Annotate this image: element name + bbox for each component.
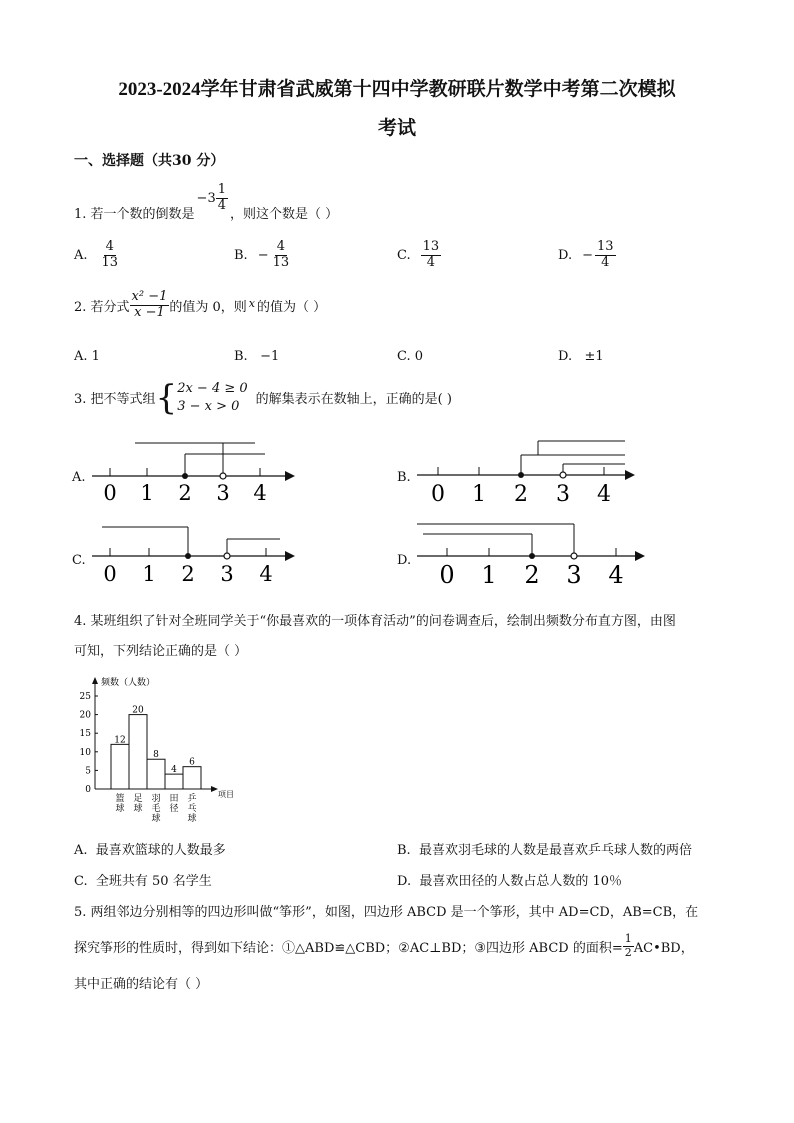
q3-option-c-label: C.: [72, 553, 86, 568]
category-label-char: 球: [133, 804, 143, 814]
y-tick-label: 0: [85, 785, 91, 795]
category-label-char: 乓: [187, 804, 197, 814]
y-tick-label: 10: [79, 747, 91, 758]
q3-option-c-numberline[interactable]: [90, 522, 300, 588]
bar-4: [183, 767, 201, 789]
category-label-char: 乒: [187, 794, 197, 804]
q1-option-b[interactable]: B. − $\frac{4}{13}$: [234, 239, 290, 270]
q4-option-d[interactable]: D. 最喜欢田径的人数占总人数的 10％: [397, 874, 623, 889]
q4-option-b[interactable]: B. 最喜欢羽毛球的人数是最喜欢乒乓球人数的两倍: [397, 843, 692, 858]
q2-option-d[interactable]: D. ±1: [558, 349, 604, 364]
inequality-system: 2x − 4 ≥ 0 3 − x > 0: [177, 381, 248, 414]
page-title-line2: 考试: [377, 118, 416, 139]
bar-value-label: 20: [132, 705, 144, 716]
q3-option-b-label: B.: [397, 470, 411, 485]
q1-stem-pre: 1. 若一个数的倒数是: [74, 207, 195, 222]
q3-option-d-numberline[interactable]: [415, 520, 650, 590]
q2-option-a[interactable]: A. 1: [74, 349, 100, 364]
tick-label-1: 1: [140, 481, 154, 505]
y-tick-label: 20: [79, 710, 91, 721]
tick-label-3: 3: [566, 561, 582, 589]
q4-option-a[interactable]: A. 最喜欢篮球的人数最多: [74, 843, 226, 858]
question-4-line1: 4. 某班组织了针对全班同学关于“你最喜欢的一项体育活动”的问卷调查后，绘制出频数分布直方图，由图: [74, 614, 676, 629]
q1-stem-post: ，则这个数是（ ）: [230, 207, 339, 222]
bar-value-label: 12: [114, 735, 126, 746]
brace-symbol: {: [155, 377, 178, 418]
q2-option-b[interactable]: B. −1: [234, 349, 280, 364]
y-axis-arrow: [92, 677, 98, 684]
question-1: [74, 182, 339, 226]
q3-option-a-label: A.: [72, 470, 86, 485]
tick-label-3: 3: [556, 482, 570, 506]
tick-label-0: 0: [431, 482, 445, 506]
q5-half-fraction: $\frac{1}{2}$: [624, 932, 632, 959]
q3-option-d-label: D.: [397, 553, 412, 568]
bar-value-label: 4: [171, 765, 177, 776]
tick-label-3: 3: [216, 481, 230, 505]
tick-label-2: 2: [181, 562, 195, 586]
histogram-chart: [75, 672, 250, 832]
category-label-char: 球: [187, 814, 197, 824]
bar-3: [165, 774, 183, 789]
category-label-char: 径: [169, 804, 179, 814]
q1-option-c[interactable]: C. $\frac{13}{4}$: [397, 239, 440, 270]
bar-value-label: 8: [153, 750, 159, 761]
tick-label-1: 1: [472, 482, 486, 506]
tick-label-4: 4: [259, 562, 273, 586]
page-title: 2023-2024学年甘肃省武威第十四中学教研联片数学中考第二次模拟: [118, 79, 676, 100]
q2-option-c[interactable]: C. 0: [397, 349, 424, 364]
bar-value-label: 6: [189, 757, 195, 768]
category-label-char: 足: [133, 794, 143, 804]
q3-option-b-numberline[interactable]: [415, 438, 640, 506]
question-4-line2: 可知，下列结论正确的是（ ）: [74, 644, 248, 659]
y-tick-label: 25: [79, 692, 91, 702]
tick-label-2: 2: [524, 561, 540, 589]
question-5-line2: 探究筝形的性质时，得到如下结论：①△ABD≌△CBD；②AC⊥BD；③四边形 ABCD 的面积= $\frac{1}{2}$ AC•BD，: [74, 932, 694, 959]
category-label-char: 篮: [115, 794, 125, 804]
q3-option-a-numberline[interactable]: [90, 440, 300, 505]
category-label-char: 球: [151, 814, 161, 824]
q1-mixed-number: −3 $\frac{1}{4}$: [196, 182, 226, 214]
category-label-char: 球: [115, 804, 125, 814]
tick-label-4: 4: [608, 561, 624, 589]
question-3: 3. 把不等式组 { 2x − 4 ≥ 0 3 − x > 0 的解集表示在数轴上，正确的是( ): [74, 377, 452, 418]
tick-label-2: 2: [514, 482, 528, 506]
tick-label-0: 0: [103, 481, 117, 505]
y-tick-label: 15: [79, 729, 91, 740]
bar-0: [111, 744, 129, 789]
y-axis-label: 频数（人数）: [101, 678, 156, 688]
q2-fraction: $\frac{\text{x² −1}}{x -1}$: [131, 289, 168, 320]
question-5-line1: 5. 两组邻边分别相等的四边形叫做“筝形”，如图，四边形 ABCD 是一个筝形，其中 AD=CD，AB=CB，在: [74, 905, 699, 920]
q4-option-c[interactable]: C. 全班共有 50 名学生: [74, 874, 212, 889]
tick-label-4: 4: [253, 481, 267, 505]
bar-1: [129, 715, 147, 789]
q1-option-d[interactable]: D. − $\frac{13}{4}$: [558, 239, 614, 270]
tick-label-1: 1: [481, 561, 497, 589]
tick-label-1: 1: [142, 562, 156, 586]
tick-label-2: 2: [178, 481, 192, 505]
tick-label-4: 4: [597, 482, 611, 506]
y-tick-label: 5: [85, 766, 91, 777]
tick-label-3: 3: [220, 562, 234, 586]
tick-label-0: 0: [103, 562, 117, 586]
section-heading: 一、选择题（共30 分）: [74, 153, 225, 169]
category-label-char: 田: [169, 794, 179, 804]
category-label-char: 羽: [151, 794, 161, 804]
category-label-char: 毛: [151, 804, 161, 814]
tick-label-0: 0: [439, 561, 455, 589]
x-axis-arrow: [211, 786, 218, 792]
question-2: 2. 若分式 $\frac{\text{x² −1}}{x -1}$ 的值为 0，则 x 的值为（ ）: [74, 289, 327, 320]
question-5-line3: 其中正确的结论有（ ）: [74, 977, 209, 992]
q1-option-a[interactable]: A. $\frac{4}{13}$: [74, 239, 119, 270]
x-axis-label: 项目: [218, 790, 234, 799]
bar-2: [147, 759, 165, 789]
